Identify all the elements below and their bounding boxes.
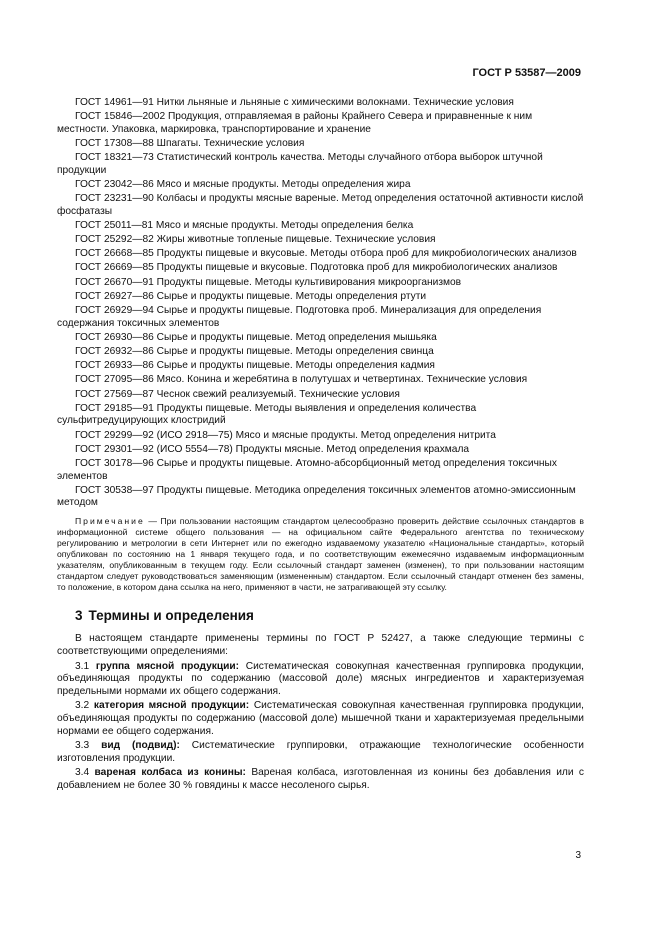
term-text: Вареная колбаса, изготовленная из конины без добавления или с добавлением не более 30 % говядины к массе несоленого сырья. <box>57 767 584 791</box>
reference-title: Мясо и мясные продукты. Методы определения жира <box>156 178 411 190</box>
reference-code: ГОСТ 23042—86 <box>75 178 154 190</box>
reference-code: ГОСТ 17308—88 <box>75 137 154 149</box>
reference-item <box>57 248 584 261</box>
reference-title: Продукты пищевые и вкусовые. Методы отбора проб для микробиологических анализов <box>156 248 577 260</box>
reference-item <box>57 97 584 110</box>
term-text: Систематическая совокупная качественная группировка продукции, объединяющая продукты по содержанию (массовой доле) мясных ингредиентов и характеризуемая предельными нормами их общего содержания. <box>57 660 584 697</box>
reference-title: Нитки льняные и льняные с химическими волокнами. Технические условия <box>156 97 514 108</box>
term-number: 3.4 <box>75 767 90 779</box>
reference-code: ГОСТ 26932—86 <box>75 346 154 357</box>
reference-code: ГОСТ 26927—86 <box>75 290 154 302</box>
reference-title: Мясо и мясные продукты. Метод определения нитрита <box>235 429 496 441</box>
reference-code: ГОСТ 29299—92 (ИСО 2918—75) <box>75 429 233 441</box>
reference-title: Сырье и продукты пищевые. Методы определения кадмия <box>156 360 435 372</box>
reference-code: ГОСТ 15846—2002 <box>75 111 166 123</box>
reference-code: ГОСТ 26930—86 <box>75 331 154 343</box>
reference-title: Колбасы и продукты мясные вареные. Метод определения остаточной активности кислой фосфатазы <box>57 193 584 217</box>
section-intro: В настоящем стандарте применены термины по ГОСТ Р 52427, а также следующие термины с соответствующими определениями: <box>57 633 584 658</box>
term-definition <box>57 767 584 792</box>
reference-item <box>57 374 584 387</box>
reference-item <box>57 111 584 136</box>
reference-title: Продукты пищевые и вкусовые. Подготовка проб для микробиологических анализов <box>156 262 558 274</box>
reference-title: Продукты пищевые. Методы выявления и определения количества сульфитредуцирующих клостридий <box>57 402 477 427</box>
reference-item <box>57 332 584 345</box>
term-number: 3.1 <box>75 660 90 672</box>
term-text: Систематические группировки, отражающие технологические особенности изготовления продукции. <box>57 740 584 764</box>
reference-code: ГОСТ 26669—85 <box>75 262 154 274</box>
reference-code: ГОСТ 26933—86 <box>75 360 154 372</box>
reference-code: ГОСТ 27095—86 <box>75 374 154 386</box>
page-number: 3 <box>575 850 581 861</box>
reference-title: Продукты пищевые. Методика определения токсичных элементов атомно-эмиссионным методом <box>57 484 576 509</box>
document-body <box>57 97 584 795</box>
section-heading <box>57 607 584 623</box>
reference-code: ГОСТ 26670—91 <box>75 276 154 288</box>
reference-code: ГОСТ 29301—92 (ИСО 5554—78) <box>75 443 233 455</box>
reference-item <box>57 138 584 151</box>
reference-code: ГОСТ 27569—87 <box>75 388 154 400</box>
reference-item <box>57 458 584 483</box>
note-label: Примечание <box>75 515 145 526</box>
reference-title: Сырье и продукты пищевые. Атомно-абсорбционный метод определения токсичных элементов <box>57 457 557 482</box>
reference-item <box>57 430 584 443</box>
reference-code: ГОСТ 26668—85 <box>75 248 154 260</box>
reference-code: ГОСТ 18321—73 <box>75 152 154 164</box>
reference-code: ГОСТ 14961—91 <box>75 97 154 108</box>
note-text: — При пользовании настоящим стандартом целесообразно проверить действие ссылочных стандартов в информационной системе общего пользования — на официальном сайте Федерального агентства по техническому регулированию и метрологии в сети Интернет или по ежегодно издаваемому указателю «Национальные стандарты», который опубликован по состоянию на 1 января текущего года, и по соответствующим ежемесячно издаваемым информационным указателям, опубликованным в текущем году. Если ссылочный стандарт заменен (изменен), то при пользовании настоящим стандартом следует руководствоваться заменяющим (измененным) стандартом. Если ссылочный стандарт отменен без замены, то положение, в котором дана ссылка на него, применяют в части, не затрагивающей эту ссылку. <box>57 515 584 592</box>
reference-item <box>57 277 584 290</box>
reference-title: Сырье и продукты пищевые. Метод определения мышьяка <box>156 331 437 343</box>
reference-code: ГОСТ 25011—81 <box>75 219 154 231</box>
reference-title: Статистический контроль качества. Методы случайного отбора выборок штучной продукции <box>57 152 543 176</box>
reference-title: Шпагаты. Технические условия <box>156 137 305 149</box>
reference-item <box>57 234 584 247</box>
reference-item <box>57 305 584 330</box>
reference-code: ГОСТ 30538—97 <box>75 484 154 496</box>
reference-item <box>57 262 584 275</box>
term-name: группа мясной продукции: <box>95 660 240 672</box>
reference-title: Мясо. Конина и жеребятина в полутушах и четвертинах. Технические условия <box>156 374 528 386</box>
reference-title: Продукция, отправляемая в районы Крайнего Севера и приравненные к ним местности. Упаковка, маркировка, транспортирование и хранение <box>57 111 533 135</box>
reference-item <box>57 152 584 177</box>
term-number: 3.3 <box>75 740 90 752</box>
term-definition <box>57 661 584 699</box>
reference-item <box>57 220 584 233</box>
reference-item <box>57 389 584 402</box>
reference-item <box>57 485 584 510</box>
reference-title: Продукты мясные. Метод определения крахмала <box>235 443 470 455</box>
reference-title: Сырье и продукты пищевые. Методы определения ртути <box>156 290 427 302</box>
reference-item <box>57 291 584 304</box>
reference-item <box>57 193 584 218</box>
reference-item <box>57 403 584 428</box>
reference-title: Продукты пищевые. Методы культивирования микроорганизмов <box>156 276 462 288</box>
reference-title: Чеснок свежий реализуемый. Технические условия <box>156 388 400 400</box>
reference-code: ГОСТ 30178—96 <box>75 457 154 469</box>
document-header: ГОСТ Р 53587—2009 <box>472 67 581 79</box>
terms-list <box>57 661 584 793</box>
term-definition <box>57 740 584 765</box>
reference-code: ГОСТ 26929—94 <box>75 305 154 317</box>
term-number: 3.2 <box>75 700 90 712</box>
reference-title: Сырье и продукты пищевые. Подготовка проб. Минерализация для определения содержания токсичных элементов <box>57 305 542 329</box>
reference-title: Жиры животные топленые пищевые. Технические условия <box>156 234 436 246</box>
reference-code: ГОСТ 29185—91 <box>75 402 154 414</box>
reference-title: Мясо и мясные продукты. Методы определения белка <box>155 219 414 231</box>
reference-title: Сырье и продукты пищевые. Методы определения свинца <box>156 346 434 357</box>
reference-item <box>57 360 584 373</box>
section-title: Термины и определения <box>88 607 254 623</box>
reference-item <box>57 346 584 359</box>
term-name: вареная колбаса из конины: <box>94 767 246 779</box>
term-text: Систематическая совокупная качественная группировка продукции, объединяющая продукты по содержанию (массовой доле) мышечной ткани и характеризуемая предельными нормами ее общего содержания. <box>57 700 584 737</box>
reference-item <box>57 444 584 457</box>
reference-item <box>57 179 584 192</box>
term-definition <box>57 700 584 738</box>
section-number: 3 <box>75 607 83 623</box>
term-name: вид (подвид): <box>101 740 180 752</box>
note-paragraph <box>57 516 584 593</box>
normative-references-list <box>57 97 584 510</box>
reference-code: ГОСТ 25292—82 <box>75 234 154 246</box>
reference-code: ГОСТ 23231—90 <box>75 193 154 205</box>
term-name: категория мясной продукции: <box>93 700 250 712</box>
